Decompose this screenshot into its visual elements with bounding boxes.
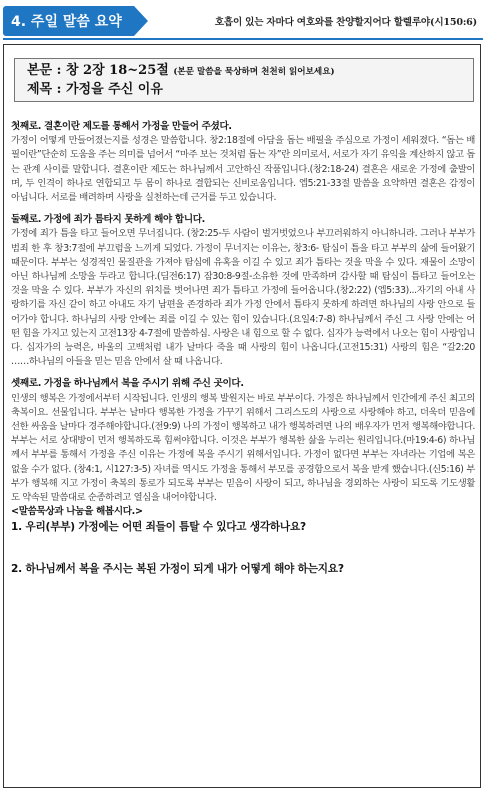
- scripture-note: (본문 말씀을 묵상하며 천천히 읽어보세요): [173, 67, 335, 77]
- summary-content: [11, 120, 475, 577]
- section-tab: 4. 주일 말씀 요약: [3, 6, 134, 36]
- section-header: [3, 4, 483, 38]
- scripture-reference: [27, 62, 473, 81]
- section-2-body: 가정에 죄가 틈을 타고 들어오면 무너집니다. (창2:25-두 사람이 벌거벗었으나 부끄러워하지 아니하니라. 그러나 부부가 범죄 한 후 창3:7절에 부끄럼을 느끼게 되었다. 가정이 무너지는 이유는, 창3:6- 탐심이 틈을 타고 부부의 삶에 들어왔기 때문이다. 부부는 성경적인 물질관을 가져야 탐심에 유혹을 이길 수 있고 죄가 틈타는 것을 막을 수 있다. 재물이 소망이 아닌 하나님께 소망을 두라고 합니다.(딤전6:17) 잠30:8-9절-소유한 것에 만족하며 감사할 때 탐심이 틈타고 들어오는 것을 막을 수 있다. 부부가 자신의 위치를 벗어나면 죄가 틈타고 가정에 들어옵니다.(창2:22) (엡5:33)...자기의 아내 사랑하기를 자신 같이 하고 아내도 자기 남편을 존경하라 죄가 가정 안에서 틈타지 못하게 하려면 하나님의 사랑 안으로 들어가야 합니다. 하나님의 사랑 안에는 죄를 이길 수 있는 힘이 있습니다.(요일4:7-8) 하나님께서 주신 그 사랑 안에는 어떤 힘을 가지고 있는지 고전13장 4-7절에 말씀하심. 사랑은 내 힘으로 할 수 없다. 십자가 능력에서 나오는 힘이 사랑입니다. 십자가의 능력은, 바울의 고백처럼 내가 날마다 죽을 때 사랑의 힘이 나옵니다.(고전15:31) 사랑의 힘은 “갈2:20 ……하나님의 아들을 믿는 믿음 안에서 살 때 나옵니다.: [11, 228, 475, 368]
- section-3-body: 인생의 행복은 가정에서부터 시작됩니다. 인생의 행복 발원지는 바로 부부이다. 가정은 하나님께서 인간에게 주신 최고의 축복이요. 선물입니다. 부부는 날마다 행복한 가정을 가꾸기 위해서 그리스도의 사랑으로 사랑해야 하고, 더욱더 믿음에 선한 싸움을 날마다 경주해야합니다.(전9:9) 나의 가정이 행복하고 내가 행복하려면 나의 배우자가 먼저 행복해야합니다. 부부는 서로 상대방이 먼저 행복하도록 힘써야합니다. 이것은 부부가 행복한 삶을 누리는 원리입니다.(마19:4-6) 하나님께서 부부를 통해서 가정을 주신 이유는 가정에 복을 주시기 위해서입니다. 가정이 없다면 부부는 자녀라는 기업에 복은 없을 수가 없다. (창4:1, 시127:3-5) 자녀를 역시도 가정을 통해서 부모를 공경함으로서 복을 받게 했습니다.(신5:16) 부부가 행복해 지고 가정이 축복의 통로가 되도록 부부는 믿음이 사랑이 되고, 하나님을 경외하는 사랑이 되도록 기도생활도 약속된 말씀대로 순종하려고 열심을 내어야합니다.: [11, 392, 475, 504]
- section-2-title: 둘째로. 가정에 죄가 틈타지 못하게 해야 합니다.: [11, 214, 205, 226]
- sermon-subject: 제목 : 가정을 주신 이유: [27, 82, 163, 97]
- section-1-body: 가정이 어떻게 만들어졌는지를 성경은 말씀합니다. 창2:18절에 아담을 돕는 배필을 주심으로 가정이 세워졌다. “돕는 배필이란”단순히 도움을 주는 의미를 넘어서 “마주 보는 것처럼 돕는 자”란 의미로서, 서로가 자기 유익을 계산하지 않고 돕는 관계 사이를 말합니다. 결혼이란 제도는 하나님께서 고안하신 작품입니다.(창2:18-24) 결혼은 새로운 가정에 출발이며, 두 인격이 하나로 연합되고 두 몸이 하나로 결합되는 신비로움입니다. 엡5:21-33절 말씀을 요약하면 결혼은 감정이 아닙니다. 서로를 배려하며 사랑을 실천하는데 근거를 두고 있습니다.: [11, 135, 475, 204]
- question-2: 2. 하나님께서 복을 주시는 복된 가정이 되게 내가 어떻게 해야 하는지요?: [11, 563, 344, 576]
- header-verse: 호흡이 있는 자마다 여호와를 찬양할지어다 할렐루야(시150:6): [214, 17, 477, 28]
- scripture-label: 본문 : 창 2장 18~25절: [27, 63, 169, 78]
- section-3-title: 셋째로. 가정을 하나님께서 복을 주시기 위해 주신 곳이다.: [11, 378, 244, 390]
- question-1: 1. 우리(부부) 가정에는 어떤 죄들이 틈탈 수 있다고 생각하나요?: [11, 521, 306, 534]
- discussion-heading: <말씀묵상과 나눔을 해봅시다.>: [11, 506, 143, 518]
- header-divider: [3, 38, 483, 40]
- section-1-title: 첫째로. 결혼이란 제도를 통해서 가정을 만들어 주셨다.: [11, 121, 232, 132]
- sermon-title-box: [14, 58, 474, 102]
